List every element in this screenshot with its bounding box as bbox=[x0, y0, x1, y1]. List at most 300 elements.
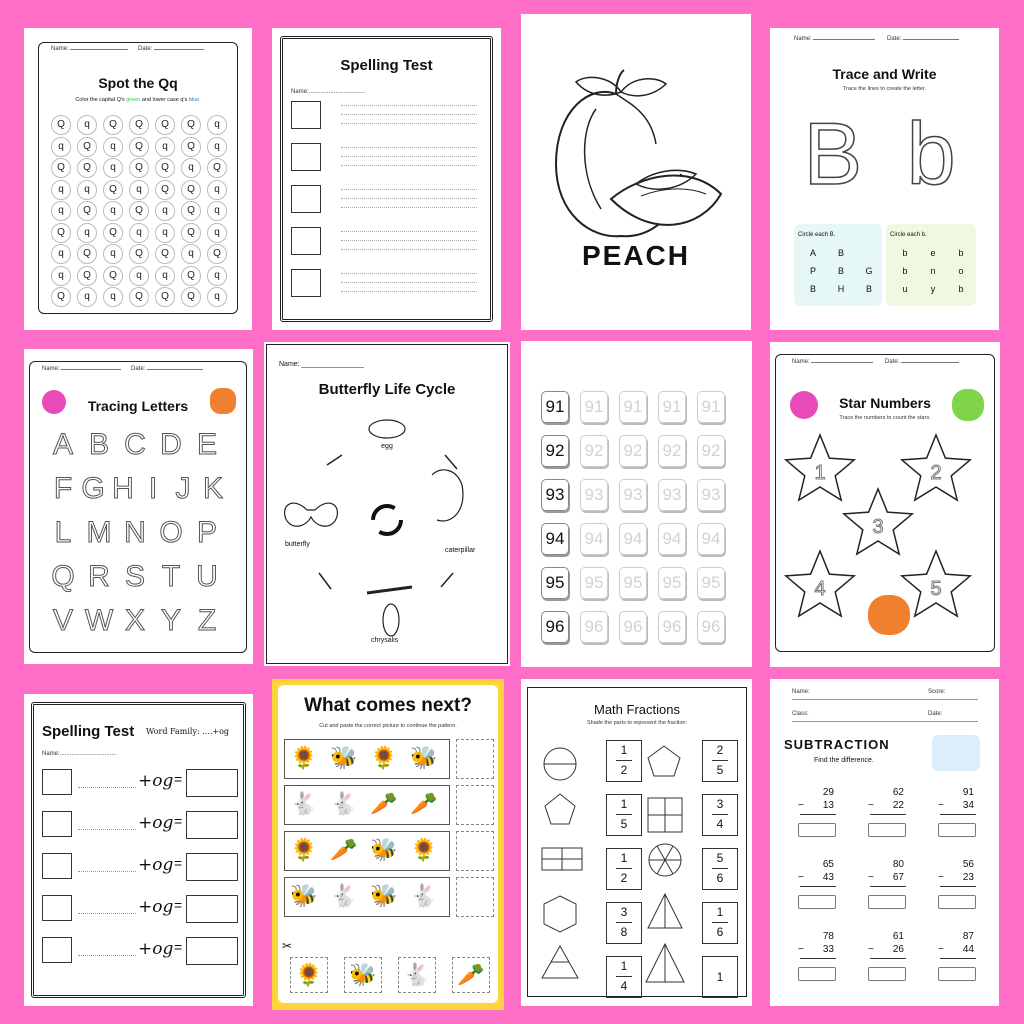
worksheet-number-tracing[interactable] bbox=[521, 341, 752, 667]
letter-bubble[interactable]: q bbox=[103, 158, 123, 178]
letter-choice[interactable]: u bbox=[902, 284, 908, 294]
letter-bubble[interactable]: Q bbox=[51, 287, 71, 307]
pattern-picture: 🐇 bbox=[290, 791, 318, 816]
subtrahend: 67 bbox=[892, 872, 904, 883]
letter-bubble[interactable]: q bbox=[207, 180, 227, 200]
number-tile[interactable]: 95 bbox=[541, 567, 569, 599]
letter-bubble[interactable]: q bbox=[181, 244, 201, 264]
trace-letter[interactable]: D bbox=[160, 428, 182, 461]
sum-line bbox=[940, 958, 976, 959]
trace-letter[interactable]: Z bbox=[197, 604, 217, 637]
trace-number-tile[interactable]: 95 bbox=[580, 567, 608, 599]
instr-blue: blue. bbox=[188, 97, 201, 103]
cutout-picture[interactable]: 🌻 bbox=[290, 957, 328, 993]
jam-jar-icon bbox=[291, 143, 321, 171]
instructions: Trace the lines to create the letter. bbox=[843, 86, 926, 92]
trace-letter[interactable]: V bbox=[52, 604, 73, 637]
worksheet-trace-and-write[interactable] bbox=[770, 28, 999, 330]
trace-letter[interactable]: X bbox=[124, 604, 145, 637]
sum-line bbox=[800, 886, 836, 887]
letter-bubble[interactable]: Q bbox=[181, 180, 201, 200]
trace-letter[interactable]: Q bbox=[51, 560, 75, 593]
number-tile[interactable]: 91 bbox=[541, 391, 569, 423]
instructions: Shade the parts to represent the fraction: bbox=[587, 720, 687, 726]
peach-illustration bbox=[521, 14, 751, 330]
trace-letter[interactable]: C bbox=[124, 428, 146, 461]
star-number[interactable]: 2 bbox=[930, 462, 942, 484]
letter-bubble[interactable]: q bbox=[77, 223, 97, 243]
instructions: Cut and paste the correct picture to continue the pattern. bbox=[319, 723, 457, 729]
date-line bbox=[147, 369, 203, 370]
letter-bubble[interactable]: Q bbox=[155, 115, 175, 135]
trace-number-tile[interactable]: 93 bbox=[697, 479, 725, 511]
fraction-numerator: 5 bbox=[716, 851, 724, 865]
pattern-picture: 🥕 bbox=[410, 791, 438, 816]
star-number[interactable]: 3 bbox=[872, 516, 884, 538]
cutout-picture[interactable]: 🐝 bbox=[344, 957, 382, 993]
answer-box[interactable] bbox=[868, 823, 906, 837]
page-title: Spelling Test bbox=[340, 57, 433, 74]
fraction-numerator: 3 bbox=[716, 797, 724, 811]
box-title: Circle each B. bbox=[798, 232, 836, 238]
fraction-denominator: 6 bbox=[716, 871, 724, 885]
trace-letter[interactable]: I bbox=[148, 472, 158, 505]
word-family-label: Word Family: ....+og bbox=[146, 727, 230, 736]
drumstick-icon bbox=[291, 185, 321, 213]
fraction-box bbox=[702, 740, 738, 782]
writing-line[interactable] bbox=[341, 282, 477, 283]
worksheet-frame bbox=[38, 42, 238, 314]
star-number[interactable]: 1 bbox=[814, 462, 826, 484]
letter-bubble[interactable]: q bbox=[129, 180, 149, 200]
writing-line[interactable] bbox=[341, 189, 477, 190]
letter-bubble[interactable]: q bbox=[181, 158, 201, 178]
answer-box[interactable] bbox=[938, 967, 976, 981]
answer-box[interactable] bbox=[938, 823, 976, 837]
trace-number-tile[interactable]: 92 bbox=[658, 435, 686, 467]
pattern-picture: 🌻 bbox=[290, 837, 318, 862]
pattern-picture: 🐝 bbox=[290, 883, 318, 908]
letter-bubble[interactable]: Q bbox=[207, 158, 227, 178]
subtrahend: 26 bbox=[892, 944, 904, 955]
answer-box[interactable] bbox=[938, 895, 976, 909]
pattern-picture: 🌻 bbox=[370, 745, 398, 770]
instr-part-b: and lower case q's bbox=[141, 97, 188, 103]
minus-sign: − bbox=[938, 872, 944, 883]
peach-label: PEACH bbox=[581, 240, 690, 271]
letter-bubble[interactable]: q bbox=[155, 137, 175, 157]
paste-box[interactable] bbox=[456, 877, 494, 917]
letter-bubble[interactable]: q bbox=[207, 287, 227, 307]
number-tile[interactable]: 94 bbox=[541, 523, 569, 555]
worksheet-frame bbox=[775, 354, 995, 652]
pattern-picture: 🐇 bbox=[410, 883, 438, 908]
trace-number-tile[interactable]: 96 bbox=[619, 611, 647, 643]
fraction-denominator: 8 bbox=[620, 925, 628, 939]
writing-line[interactable] bbox=[341, 165, 477, 166]
subtrahend: 43 bbox=[822, 872, 834, 883]
answer-box[interactable] bbox=[186, 895, 238, 923]
letter-bubble[interactable]: Q bbox=[181, 115, 201, 135]
date-label: Date: bbox=[131, 366, 146, 372]
writing-line[interactable] bbox=[341, 231, 477, 232]
worksheet-frame bbox=[31, 702, 246, 998]
letter-choice[interactable]: G bbox=[865, 266, 873, 276]
worksheet-butterfly-life-cycle[interactable] bbox=[264, 342, 510, 666]
trace-number-tile[interactable]: 92 bbox=[580, 435, 608, 467]
minuend: 29 bbox=[822, 787, 834, 798]
writing-line[interactable] bbox=[341, 249, 477, 250]
trace-number-tile[interactable]: 95 bbox=[658, 567, 686, 599]
equals-sign: = bbox=[174, 939, 183, 955]
subtrahend: 23 bbox=[962, 872, 974, 883]
suffix-label: +og bbox=[138, 939, 174, 959]
fraction-numerator: 1 bbox=[620, 959, 628, 973]
letter-bubble[interactable]: Q bbox=[77, 266, 97, 286]
subtrahend: 22 bbox=[892, 800, 904, 811]
letter-choice[interactable]: b bbox=[958, 284, 964, 294]
name-line bbox=[792, 699, 978, 700]
letter-bubble[interactable]: q bbox=[103, 287, 123, 307]
minus-sign: − bbox=[868, 800, 874, 811]
letter-bubble[interactable]: Q bbox=[103, 223, 123, 243]
fraction-box bbox=[606, 956, 642, 998]
letter-bubble[interactable]: q bbox=[103, 201, 123, 221]
worksheet-spot-the-qq[interactable] bbox=[24, 28, 252, 330]
letter-bubble[interactable]: q bbox=[77, 115, 97, 135]
fraction-denominator: 5 bbox=[716, 763, 724, 777]
letter-choice[interactable]: P bbox=[809, 266, 816, 276]
box-title: Circle each b. bbox=[890, 232, 927, 238]
letter-bubble[interactable]: Q bbox=[181, 223, 201, 243]
letter-choice[interactable]: b bbox=[958, 248, 964, 258]
paste-box[interactable] bbox=[456, 785, 494, 825]
letter-bubble[interactable]: Q bbox=[51, 115, 71, 135]
sum-line bbox=[870, 886, 906, 887]
writing-line[interactable] bbox=[341, 114, 477, 115]
name-field: Name:.................................. bbox=[42, 751, 117, 757]
frog-icon bbox=[42, 895, 72, 921]
letter-choice[interactable]: B bbox=[837, 266, 844, 276]
page-title: Tracing Letters bbox=[87, 398, 189, 414]
letter-bubble[interactable]: q bbox=[51, 266, 71, 286]
letter-bubble[interactable]: q bbox=[77, 287, 97, 307]
blank-line[interactable] bbox=[78, 871, 136, 872]
minuend: 65 bbox=[822, 859, 834, 870]
writing-line[interactable] bbox=[341, 147, 477, 148]
trace-letter[interactable]: S bbox=[124, 560, 145, 593]
worksheet-panel bbox=[278, 685, 498, 1003]
letter-bubble[interactable]: Q bbox=[103, 115, 123, 135]
trace-number-tile[interactable]: 93 bbox=[619, 479, 647, 511]
suffix-label: +og bbox=[138, 855, 174, 875]
letter-bubble[interactable]: Q bbox=[129, 201, 149, 221]
letter-bubble[interactable]: Q bbox=[181, 287, 201, 307]
fraction-denominator: 2 bbox=[620, 871, 628, 885]
answer-box[interactable] bbox=[186, 853, 238, 881]
trace-letter[interactable]: L bbox=[54, 516, 72, 549]
sum-line bbox=[870, 814, 906, 815]
trace-number-tile[interactable]: 96 bbox=[580, 611, 608, 643]
date-line bbox=[154, 49, 204, 50]
answer-box[interactable] bbox=[798, 895, 836, 909]
trace-letter[interactable]: A bbox=[52, 428, 73, 461]
writing-line[interactable] bbox=[341, 207, 477, 208]
answer-box[interactable] bbox=[868, 895, 906, 909]
star-number[interactable]: 4 bbox=[814, 578, 826, 600]
letter-bubble[interactable]: Q bbox=[129, 115, 149, 135]
fraction-numerator: 1 bbox=[620, 743, 628, 757]
letter-bubble[interactable]: Q bbox=[155, 244, 175, 264]
letter-bubble[interactable]: Q bbox=[103, 266, 123, 286]
writing-line[interactable] bbox=[341, 105, 477, 106]
fraction-box bbox=[702, 956, 738, 998]
letter-bubble[interactable]: Q bbox=[129, 287, 149, 307]
cutout-picture[interactable]: 🥕 bbox=[452, 957, 490, 993]
letter-bubble[interactable]: Q bbox=[181, 266, 201, 286]
trace-number-tile[interactable]: 91 bbox=[619, 391, 647, 423]
page-title: Spelling Test bbox=[42, 723, 135, 740]
minus-sign: − bbox=[868, 872, 874, 883]
letter-bubble[interactable]: q bbox=[207, 137, 227, 157]
letter-choice[interactable]: B bbox=[837, 248, 844, 258]
fraction-denominator: 4 bbox=[620, 979, 628, 993]
trace-letter[interactable]: K bbox=[202, 472, 223, 505]
letter-bubble[interactable]: q bbox=[155, 266, 175, 286]
date-label: Date: bbox=[138, 46, 153, 52]
fraction-box bbox=[702, 794, 738, 836]
answer-box[interactable] bbox=[798, 967, 836, 981]
trace-letter[interactable]: N bbox=[124, 516, 146, 549]
trace-number-tile[interactable]: 94 bbox=[697, 523, 725, 555]
worksheet-math-fractions[interactable] bbox=[521, 679, 752, 1006]
paste-box[interactable] bbox=[456, 739, 494, 779]
sum-line bbox=[940, 814, 976, 815]
answer-box[interactable] bbox=[186, 811, 238, 839]
letter-bubble[interactable]: Q bbox=[129, 244, 149, 264]
trace-letter[interactable]: B bbox=[88, 428, 109, 461]
name-label: Name: bbox=[792, 359, 810, 365]
letter-choice[interactable]: e bbox=[930, 248, 936, 258]
trace-number-tile[interactable]: 94 bbox=[619, 523, 647, 555]
name-field: Name:.................................. bbox=[291, 89, 366, 95]
trace-number-tile[interactable]: 92 bbox=[619, 435, 647, 467]
worksheet-frame bbox=[29, 361, 247, 653]
trace-number-tile[interactable]: 95 bbox=[697, 567, 725, 599]
answer-box[interactable] bbox=[868, 967, 906, 981]
blank-line[interactable] bbox=[78, 787, 136, 788]
writing-line[interactable] bbox=[341, 198, 477, 199]
instructions: Trace the numbers to count the stars. bbox=[839, 415, 931, 421]
date-label: Date: bbox=[887, 36, 902, 42]
letter-choice[interactable]: y bbox=[930, 284, 936, 294]
worksheet-what-comes-next[interactable] bbox=[272, 679, 504, 1010]
letter-bubble[interactable]: Q bbox=[129, 137, 149, 157]
answer-box[interactable] bbox=[798, 823, 836, 837]
trace-number-tile[interactable]: 93 bbox=[658, 479, 686, 511]
letter-bubble[interactable]: q bbox=[207, 115, 227, 135]
equals-sign: = bbox=[174, 771, 183, 787]
trace-number-tile[interactable]: 91 bbox=[580, 391, 608, 423]
letter-bubble[interactable]: q bbox=[103, 137, 123, 157]
letter-bubble[interactable]: Q bbox=[129, 158, 149, 178]
letter-bubble[interactable]: Q bbox=[77, 137, 97, 157]
pattern-picture: 🐝 bbox=[370, 883, 398, 908]
trace-number-tile[interactable]: 92 bbox=[697, 435, 725, 467]
letter-bubble[interactable]: Q bbox=[103, 180, 123, 200]
letter-choice[interactable]: H bbox=[837, 284, 845, 294]
letter-bubble[interactable]: Q bbox=[77, 201, 97, 221]
letter-bubble[interactable]: q bbox=[207, 201, 227, 221]
answer-box[interactable] bbox=[186, 937, 238, 965]
trace-letter[interactable]: M bbox=[86, 516, 112, 549]
trace-number-tile[interactable]: 94 bbox=[658, 523, 686, 555]
letter-bubble[interactable]: Q bbox=[155, 287, 175, 307]
coloring-page-peach[interactable] bbox=[521, 14, 751, 330]
name-label: Name: bbox=[792, 689, 810, 695]
number-tile[interactable]: 96 bbox=[541, 611, 569, 643]
trace-number-tile[interactable]: 96 bbox=[697, 611, 725, 643]
writing-line[interactable] bbox=[341, 273, 477, 274]
answer-box[interactable] bbox=[186, 769, 238, 797]
minuend: 62 bbox=[892, 787, 904, 798]
worksheet-star-numbers[interactable] bbox=[770, 342, 1000, 667]
page-title: SUBTRACTION bbox=[784, 737, 890, 752]
trace-letter[interactable]: Y bbox=[160, 604, 181, 637]
trace-number-tile[interactable]: 96 bbox=[658, 611, 686, 643]
page-title: Star Numbers bbox=[839, 395, 931, 411]
letter-bubble[interactable]: Q bbox=[155, 158, 175, 178]
letter-bubble[interactable]: q bbox=[155, 223, 175, 243]
star-number[interactable]: 5 bbox=[930, 578, 942, 600]
trace-letter[interactable]: U bbox=[196, 560, 218, 593]
trace-letter[interactable]: E bbox=[196, 428, 217, 461]
fraction-numerator: 1 bbox=[716, 905, 724, 919]
blank-line[interactable] bbox=[78, 913, 136, 914]
writing-line[interactable] bbox=[341, 123, 477, 124]
worksheet-frame bbox=[527, 687, 747, 997]
writing-line[interactable] bbox=[341, 240, 477, 241]
trace-letter[interactable]: T bbox=[161, 560, 181, 593]
letter-bubble[interactable]: q bbox=[51, 137, 71, 157]
trace-letter[interactable]: G bbox=[81, 472, 105, 505]
letter-bubble[interactable]: q bbox=[51, 244, 71, 264]
trace-letter[interactable]: F bbox=[53, 472, 73, 505]
minuend: 78 bbox=[822, 931, 834, 942]
letter-bubble[interactable]: Q bbox=[77, 244, 97, 264]
pattern-picture: 🐇 bbox=[330, 791, 358, 816]
trace-letter[interactable]: O bbox=[159, 516, 183, 549]
hog-icon bbox=[42, 937, 72, 963]
minuend: 56 bbox=[962, 859, 974, 870]
trace-letter[interactable]: R bbox=[88, 560, 110, 593]
trace-number-tile[interactable]: 91 bbox=[658, 391, 686, 423]
letter-bubble[interactable]: Q bbox=[181, 137, 201, 157]
trace-letter[interactable]: H bbox=[112, 472, 134, 505]
trace-letter[interactable]: W bbox=[84, 604, 114, 637]
letter-bubble[interactable]: Q bbox=[77, 158, 97, 178]
letter-choice[interactable]: o bbox=[958, 266, 964, 276]
letter-bubble[interactable]: Q bbox=[155, 180, 175, 200]
scissors-icon: ✂ bbox=[282, 939, 293, 953]
trace-number-tile[interactable]: 95 bbox=[619, 567, 647, 599]
pattern-picture: 🥕 bbox=[330, 837, 358, 862]
letter-bubble[interactable]: q bbox=[155, 201, 175, 221]
letter-choice[interactable]: b bbox=[902, 266, 908, 276]
writing-line[interactable] bbox=[341, 291, 477, 292]
letter-bubble[interactable]: q bbox=[51, 201, 71, 221]
pattern-picture: 🌻 bbox=[410, 837, 438, 862]
circle-capital-box bbox=[794, 224, 882, 306]
suffix-label: +og bbox=[138, 897, 174, 917]
fraction-numerator: 3 bbox=[620, 905, 628, 919]
writing-line[interactable] bbox=[341, 156, 477, 157]
letter-choice[interactable]: B bbox=[809, 284, 816, 294]
fraction-box bbox=[606, 848, 642, 890]
letter-bubble[interactable]: q bbox=[51, 180, 71, 200]
pattern-picture: 🥕 bbox=[370, 791, 398, 816]
letter-bubble[interactable]: Q bbox=[51, 158, 71, 178]
name-field: Name: ________________ bbox=[279, 361, 364, 368]
trace-number-tile[interactable]: 94 bbox=[580, 523, 608, 555]
letter-bubble[interactable]: q bbox=[207, 223, 227, 243]
worksheet-subtraction[interactable] bbox=[770, 679, 999, 1006]
feather-icon bbox=[291, 227, 321, 255]
trace-letter[interactable]: J bbox=[175, 472, 191, 505]
trace-letter[interactable]: P bbox=[196, 516, 217, 549]
letter-bubble[interactable]: Q bbox=[181, 201, 201, 221]
sum-line bbox=[800, 958, 836, 959]
score-label: Score: bbox=[928, 689, 946, 695]
minus-sign: − bbox=[938, 944, 944, 955]
letter-choice[interactable]: A bbox=[809, 248, 816, 258]
name-line bbox=[61, 369, 121, 370]
number-tile[interactable]: 93 bbox=[541, 479, 569, 511]
worksheet-tracing-letters[interactable] bbox=[24, 349, 253, 664]
blank-line[interactable] bbox=[78, 829, 136, 830]
minus-sign: − bbox=[868, 944, 874, 955]
letter-bubble[interactable]: Q bbox=[51, 223, 71, 243]
letter-choice[interactable]: n bbox=[930, 266, 936, 276]
letter-choice[interactable]: b bbox=[902, 248, 908, 258]
letter-choice[interactable]: B bbox=[865, 284, 872, 294]
minus-sign: − bbox=[798, 872, 804, 883]
circle-lower-box bbox=[886, 224, 976, 306]
sum-line bbox=[940, 886, 976, 887]
fraction-numerator: 2 bbox=[716, 743, 724, 757]
trace-number-tile[interactable]: 93 bbox=[580, 479, 608, 511]
worksheet-spelling-test[interactable] bbox=[272, 28, 501, 330]
number-tile[interactable]: 92 bbox=[541, 435, 569, 467]
cutout-picture[interactable]: 🐇 bbox=[398, 957, 436, 993]
instr-green: green bbox=[126, 97, 141, 103]
letter-bubble[interactable]: Q bbox=[207, 244, 227, 264]
worksheet-spelling-word-family[interactable] bbox=[24, 694, 253, 1006]
worksheet-frame bbox=[266, 344, 508, 664]
paste-box[interactable] bbox=[456, 831, 494, 871]
letter-bubble[interactable]: q bbox=[129, 266, 149, 286]
letter-bubble[interactable]: q bbox=[129, 223, 149, 243]
trace-number-tile[interactable]: 91 bbox=[697, 391, 725, 423]
stage-butterfly: butterfly bbox=[285, 541, 310, 548]
letter-bubble[interactable]: q bbox=[77, 180, 97, 200]
letter-bubble[interactable]: q bbox=[207, 266, 227, 286]
blank-line[interactable] bbox=[78, 955, 136, 956]
letter-bubble[interactable]: q bbox=[103, 244, 123, 264]
log-icon bbox=[42, 853, 72, 879]
page-title: Trace and Write bbox=[832, 66, 937, 82]
page-title: Spot the Qq bbox=[98, 75, 178, 91]
